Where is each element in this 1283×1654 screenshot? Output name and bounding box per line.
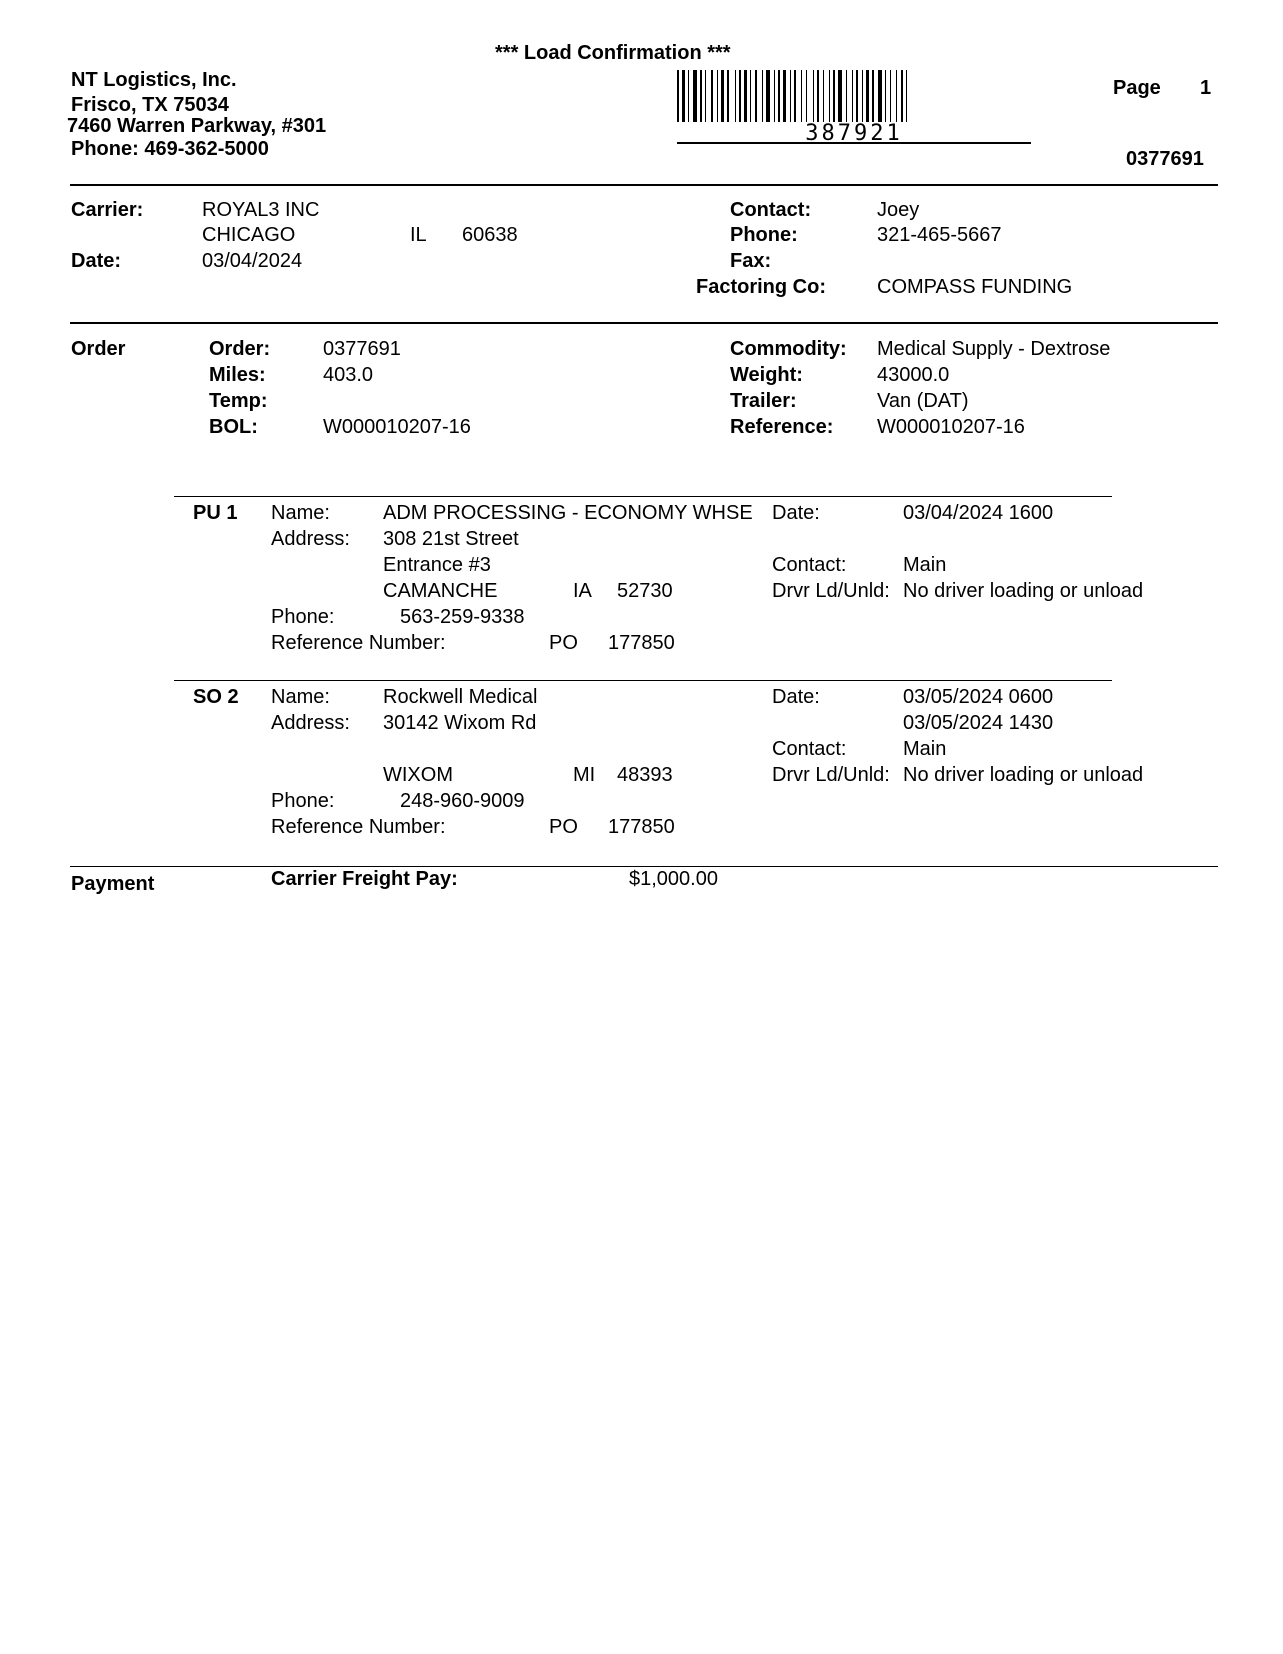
barcode-bar [890,70,891,122]
trailer-value: Van (DAT) [877,390,969,412]
barcode-bar [896,70,897,122]
commodity-value: Medical Supply - Dextrose [877,338,1111,360]
carrier-contact-label: Contact: [730,199,812,221]
barcode-bar [866,70,869,122]
stop-ref-type: PO [549,816,578,838]
weight-value: 43000.0 [877,364,950,386]
barcode-bar [878,70,882,122]
stop-name: Rockwell Medical [383,686,538,708]
barcode-bar [846,70,847,122]
stop-phone: 563-259-9338 [400,606,525,628]
stop-date-2: 03/05/2024 1430 [903,712,1054,734]
stop-zip: 52730 [617,580,673,602]
stop-ref-type: PO [549,632,578,654]
stop-ref-number: 177850 [608,632,675,654]
carrier-city: CHICAGO [202,224,296,246]
stop-date-label: Date: [772,686,820,708]
page-label: Page [1113,77,1161,99]
freight-pay-label: Carrier Freight Pay: [271,868,458,890]
stop-name-label: Name: [271,686,330,708]
stop-contact-label: Contact: [772,738,847,760]
freight-pay-amount: $1,000.00 [629,868,718,890]
carrier-fax-label: Fax: [730,250,772,272]
stop-ref-number: 177850 [608,816,675,838]
miles-label: Miles: [209,364,266,386]
bol-value: W000010207-16 [323,416,471,438]
order-section-label: Order [71,338,126,360]
barcode-bar [700,70,702,122]
stop-driver-value: No driver loading or unload [903,580,1144,602]
temp-label: Temp: [209,390,268,412]
carrier-date: 03/04/2024 [202,250,303,272]
barcode-bar [717,70,718,122]
weight-label: Weight: [730,364,803,386]
stop-driver-label: Drvr Ld/Unld: [772,764,890,786]
barcode-bar [739,70,741,122]
stop-name-label: Name: [271,502,330,524]
barcode-bars [677,70,907,122]
stop-city: WIXOM [383,764,453,786]
barcode-bar [677,70,679,122]
barcode-bar [901,70,903,122]
barcode-bar [711,70,713,122]
stop-city: CAMANCHE [383,580,498,602]
stop-address-line-2: Entrance #3 [383,554,491,576]
stop-date-label: Date: [772,502,820,524]
divider-stop-1 [174,496,1112,497]
carrier-date-label: Date: [71,250,122,272]
carrier-state: IL [410,224,427,246]
page-number: 1 [1200,77,1212,99]
stop-phone: 248-960-9009 [400,790,525,812]
barcode-bar [735,70,736,122]
barcode-bar [766,70,770,122]
stop-state: MI [573,764,596,786]
barcode-bar [856,70,858,122]
barcode-bar [838,70,842,122]
stop-driver-label: Drvr Ld/Unld: [772,580,890,602]
reference-label: Reference: [730,416,834,438]
barcode-bar [885,70,886,122]
barcode-bar [813,70,814,122]
factoring-label: Factoring Co: [696,276,826,298]
miles-value: 403.0 [323,364,374,386]
company-city: Frisco, TX 75034 [71,94,229,116]
barcode-bar [862,70,863,122]
divider-stop-2 [174,680,1112,681]
barcode-bar [750,70,751,122]
barcode-bar [833,70,835,122]
stop-ref-label: Reference Number: [271,632,446,654]
divider-top [70,184,1218,186]
barcode-bar [705,70,706,122]
carrier-contact: Joey [877,199,920,221]
barcode-bar [801,70,802,122]
company-name: NT Logistics, Inc. [71,69,237,91]
stop-state: IA [573,580,592,602]
barcode-bar [774,70,775,122]
order-number: 0377691 [323,338,401,360]
stop-phone-label: Phone: [271,606,335,628]
company-street: 7460 Warren Parkway, #301 [67,115,327,137]
barcode-image [677,70,1031,146]
stop-driver-value: No driver loading or unload [903,764,1144,786]
barcode-bar [721,70,724,122]
company-phone: Phone: 469-362-5000 [71,138,269,160]
stop-ref-label: Reference Number: [271,816,446,838]
stop-address-label: Address: [271,712,350,734]
commodity-label: Commodity: [730,338,847,360]
barcode-bar [762,70,763,122]
order-label: Order: [209,338,271,360]
bol-label: BOL: [209,416,258,438]
stop-date: 03/04/2024 1600 [903,502,1054,524]
barcode-bar [693,70,697,122]
barcode-bar [852,70,853,122]
stop-contact: Main [903,738,947,760]
barcode-bar [727,70,729,122]
barcode-bar [682,70,685,122]
barcode-bar [688,70,689,122]
divider-carrier [70,322,1218,324]
carrier-name: ROYAL3 INC [202,199,320,221]
stop-contact: Main [903,554,947,576]
barcode-bar [829,70,830,122]
stop-address-line-1: 30142 Wixom Rd [383,712,537,734]
trailer-label: Trailer: [730,390,797,412]
reference-value: W000010207-16 [877,416,1025,438]
stop-code: PU 1 [193,502,238,524]
factoring-company: COMPASS FUNDING [877,276,1073,298]
stop-zip: 48393 [617,764,673,786]
barcode-bar [790,70,791,122]
stop-address-line-1: 308 21st Street [383,528,519,550]
stop-contact-label: Contact: [772,554,847,576]
barcode-number: 387921 [805,121,903,146]
barcode-bar [906,70,907,122]
barcode-bar [794,70,796,122]
stop-name: ADM PROCESSING - ECONOMY WHSE [383,502,753,524]
page-order-ref: 0377691 [1126,148,1204,170]
barcode-bar [817,70,819,122]
divider-payment [70,866,1218,867]
stop-date: 03/05/2024 0600 [903,686,1054,708]
document-title: *** Load Confirmation *** [495,42,731,64]
barcode-bar [755,70,757,122]
barcode-bar [823,70,824,122]
carrier-phone: 321-465-5667 [877,224,1002,246]
carrier-phone-label: Phone: [730,224,798,246]
barcode-bar [806,70,807,122]
barcode-bar [744,70,747,122]
carrier-label: Carrier: [71,199,144,221]
stop-phone-label: Phone: [271,790,335,812]
barcode-bar [778,70,780,122]
payment-section-label: Payment [71,873,155,895]
barcode-bar [872,70,874,122]
barcode-bar [783,70,786,122]
stop-address-label: Address: [271,528,350,550]
stop-code: SO 2 [193,686,239,708]
carrier-zip: 60638 [462,224,518,246]
